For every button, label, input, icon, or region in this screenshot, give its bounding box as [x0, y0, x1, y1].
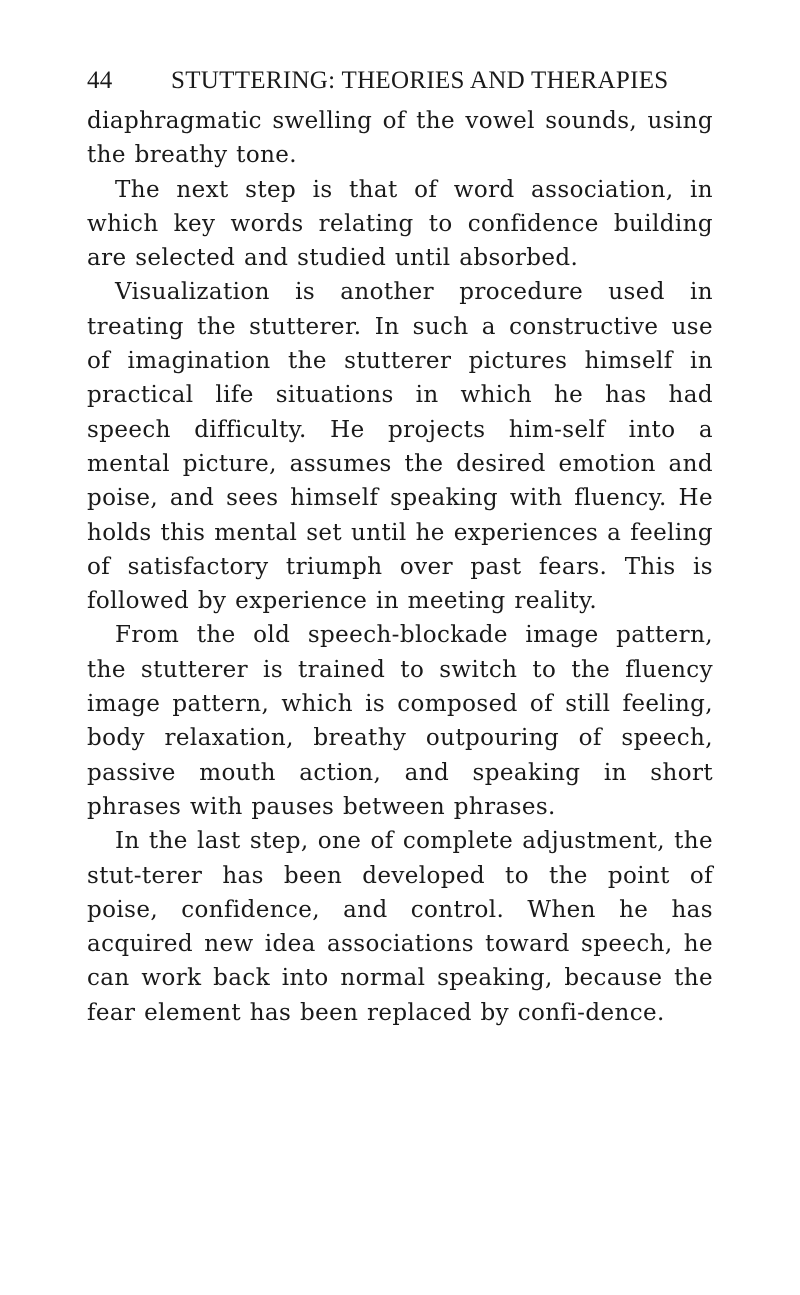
paragraph-adjustment: In the last step, one of complete adjustment, the stut-terer has been developed to the point of poise, confidence, and control. When he has acquired new idea associations toward speech, he can work back into normal speaking, because the fear element has been replaced by confi-dence. [87, 828, 713, 1026]
page-number: 44 [87, 67, 113, 94]
running-head [87, 64, 717, 98]
body-text [87, 104, 713, 1030]
running-title: STUTTERING: THEORIES AND THERAPIES [171, 67, 669, 94]
paragraph-word-association: The next step is that of word association, in which key words relating to confidence building are selected and studied until absorbed. [87, 176, 713, 272]
paragraph-fluency-pattern: From the old speech-blockade image pattern, the stutterer is trained to switch to the fluency image pattern, which is composed of still feeling, body relaxation, breathy outpouring of speech, passive mouth action, and speaking in short phrases with pauses between phrases. [87, 622, 713, 820]
paragraph-continuation: diaphragmatic swelling of the vowel sounds, using the breathy tone. [87, 108, 713, 169]
paragraph-visualization: Visualization is another procedure used in treating the stutterer. In such a constructive use of imagination the stutterer pictures himself in practical life situations in which he has had speech difficulty. He projects him-self into a mental picture, assumes the desired emotion and poise, and sees himself speaking with fluency. He holds this mental set until he experiences a feeling of satisfactory triumph over past fears. This is followed by experience in meeting reality. [87, 279, 713, 615]
